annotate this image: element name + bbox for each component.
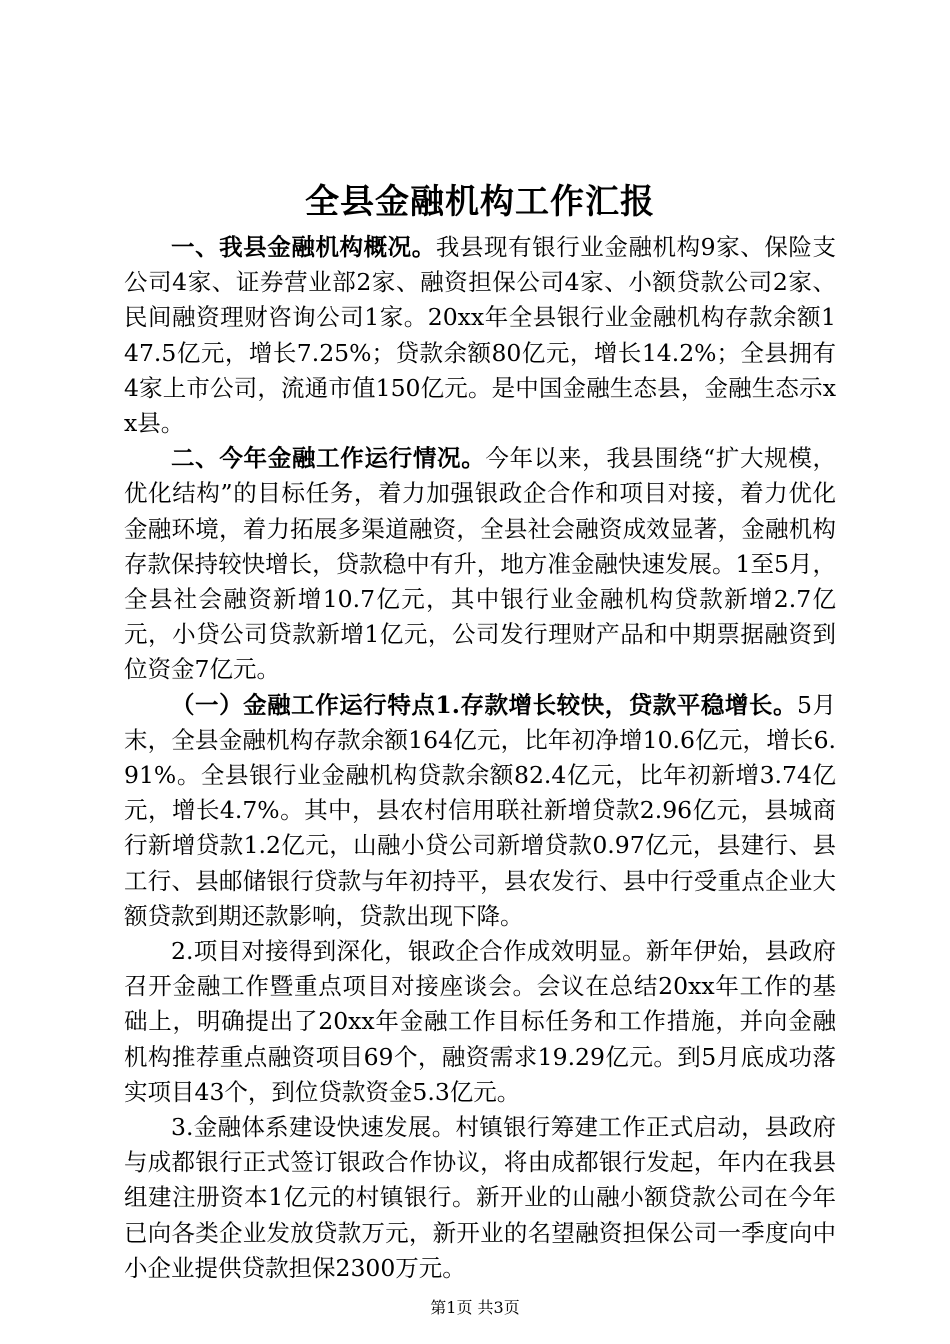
document-body — [124, 180, 836, 1286]
paragraph-heading: 二、今年金融工作运行情况。 — [171, 444, 486, 473]
paragraph-financial-system — [124, 1110, 836, 1286]
paragraph-text: 我县现有银行业金融机构9家、保险支公司4家、证券营业部2家、融资担保公司4家、小额贷款公司2家、民间融资理财咨询公司1家。20xx年全县银行业金融机构存款余额147.5亿元，增长7.25%；贷款余额80亿元，增长14.2%；全县拥有4家上市公司，流通市值150亿元。是中国金融生态县，金融生态示xx县。 — [124, 233, 837, 438]
paragraph-text: 5月末，全县金融机构存款余额164亿元，比年初净增10.6亿元，增长6.91%。全县银行业金融机构贷款余额82.4亿元，比年初新增3.74亿元，增长4.7%。其中，县农村信用联社新增贷款2.96亿元，县城商行新增贷款1.2亿元，山融小贷公司新增贷款0.97亿元，县建行、县工行、县邮储银行贷款与年初持平，县农发行、县中行受重点企业大额贷款到期还款影响，贷款出现下降。 — [124, 690, 836, 930]
paragraph-operation — [124, 441, 836, 687]
paragraph-heading: （一）金融工作运行特点1.存款增长较快，贷款平稳增长。 — [171, 690, 797, 719]
paragraph-overview — [124, 230, 836, 441]
paragraph-text: 3.金融体系建设快速发展。村镇银行筹建工作正式启动，县政府与成都银行正式签订银政合作协议，将由成都银行发起，年内在我县组建注册资本1亿元的村镇银行。新开业的山融小额贷款公司在今年已向各类企业发放贷款万元，新开业的名望融资担保公司一季度向中小企业提供贷款担保2300万元。 — [124, 1113, 836, 1282]
paragraph-text: 今年以来，我县围绕“扩大规模，优化结构”的目标任务，着力加强银政企合作和项目对接，着力优化金融环境，着力拓展多渠道融资，全县社会融资成效显著，金融机构存款保持较快增长，贷款稳中有升，地方准金融快速发展。1至5月，全县社会融资新增10.7亿元，其中银行业金融机构贷款新增2.7亿元，小贷公司贷款新增1亿元，公司发行理财产品和中期票据融资到位资金7亿元。 — [124, 444, 837, 684]
page-footer: 第1页 共3页 — [430, 1298, 520, 1317]
paragraph-heading: 一、我县金融机构概况。 — [171, 233, 436, 261]
paragraph-characteristics — [124, 688, 836, 934]
paragraph-text: 2.项目对接得到深化，银政企合作成效明显。新年伊始，县政府召开金融工作暨重点项目对接座谈会。会议在总结20xx年工作的基础上，明确提出了20xx年金融工作目标任务和工作措施，并向金融机构推荐重点融资项目69个，融资需求19.29亿元。到5月底成功落实项目43个，到位贷款资金5.3亿元。 — [124, 937, 836, 1106]
paragraph-project-matching — [124, 934, 836, 1110]
document-title: 全县金融机构工作汇报 — [305, 182, 655, 222]
